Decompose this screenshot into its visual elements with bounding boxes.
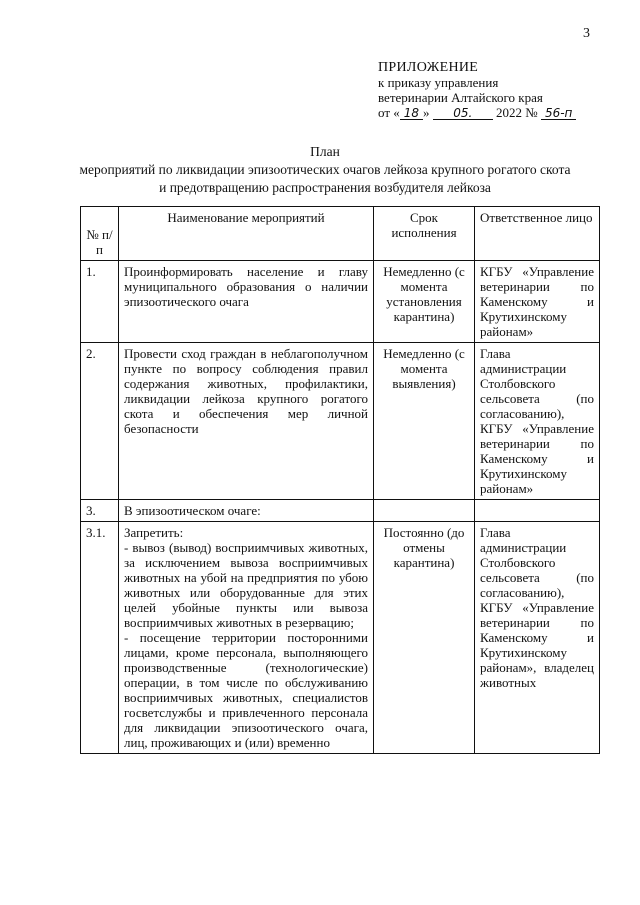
row-name bbox=[119, 522, 374, 754]
date-mid: » bbox=[423, 105, 430, 120]
row-name-line: Запретить: bbox=[124, 525, 184, 540]
row-num: 3.1. bbox=[81, 522, 119, 754]
row-resp: Глава администрации Столбовского сельсовета (по согласованию), КГБУ «Управление ветеринарии по Каменскому и Крутихинскому районам», владелец животных bbox=[475, 522, 600, 754]
page-number: 3 bbox=[583, 26, 590, 41]
plan-table bbox=[80, 206, 600, 754]
header-term: Срок исполнения bbox=[374, 207, 475, 261]
appendix-line-2: ветеринарии Алтайского края bbox=[378, 90, 543, 105]
date-prefix: от « bbox=[378, 105, 400, 120]
appendix-block bbox=[378, 60, 576, 120]
row-term: Немедленно (с момента выявления) bbox=[374, 343, 475, 500]
handwritten-number: 56-п bbox=[541, 107, 576, 120]
row-resp: КГБУ «Управление ветеринарии по Каменскому и Крутихинскому районам» bbox=[475, 261, 600, 343]
row-num: 1. bbox=[81, 261, 119, 343]
document-title bbox=[40, 143, 610, 197]
row-name: Проинформировать население и главу муниципального образования о наличии эпизоотического очага bbox=[119, 261, 374, 343]
row-num: 3. bbox=[81, 500, 119, 522]
header-resp: Ответственное лицо bbox=[475, 207, 600, 261]
title-line-1: План bbox=[310, 144, 340, 159]
table-row bbox=[81, 343, 600, 500]
row-name-line: - посещение территории посторонними лицами, кроме персонала, выполняющего производственные (технологические) операции, в том числе по обслуживанию восприимчивых животных, специалистов госветслужбы и привлеченного персонала для ликвидации эпизоотического очага, лиц, проживающих и (или) временно bbox=[124, 630, 368, 750]
handwritten-month: 05. bbox=[433, 107, 493, 120]
handwritten-day: 18 bbox=[400, 107, 423, 120]
table-row bbox=[81, 522, 600, 754]
row-name: В эпизоотическом очаге: bbox=[119, 500, 374, 522]
row-name-line: - вывоз (вывод) восприимчивых животных, за исключением вывоза восприимчивых животных на убой на предприятия по убою животных или оборудованные для этих целей убойные пункты или вывоза восприимчивых животных в резервацию; bbox=[124, 540, 368, 630]
title-line-2: мероприятий по ликвидации эпизоотических очагов лейкоза крупного рогатого скота bbox=[79, 162, 571, 177]
header-name: Наименование мероприятий bbox=[119, 207, 374, 261]
row-term: Постоянно (до отмены карантина) bbox=[374, 522, 475, 754]
row-resp bbox=[475, 500, 600, 522]
row-num: 2. bbox=[81, 343, 119, 500]
row-term: Немедленно (с момента установления карантина) bbox=[374, 261, 475, 343]
row-resp: Глава администрации Столбовского сельсовета (по согласованию), КГБУ «Управление ветеринарии по Каменскому и Крутихинскому районам» bbox=[475, 343, 600, 500]
title-line-3: и предотвращению распространения возбудителя лейкоза bbox=[159, 180, 491, 195]
appendix-date-line bbox=[378, 105, 576, 120]
date-year: 2022 № bbox=[496, 105, 538, 120]
table-row bbox=[81, 500, 600, 522]
row-name: Провести сход граждан в неблагополучном пункте по вопросу соблюдения правил содержания животных, профилактики, ликвидации лейкоза крупного рогатого скота и обеспечения мер личной безопасности bbox=[119, 343, 374, 500]
table-row bbox=[81, 261, 600, 343]
table-header-row bbox=[81, 207, 600, 261]
row-term bbox=[374, 500, 475, 522]
appendix-heading: ПРИЛОЖЕНИЕ bbox=[378, 60, 479, 75]
header-num: № п/п bbox=[81, 207, 119, 261]
appendix-line-1: к приказу управления bbox=[378, 75, 499, 90]
